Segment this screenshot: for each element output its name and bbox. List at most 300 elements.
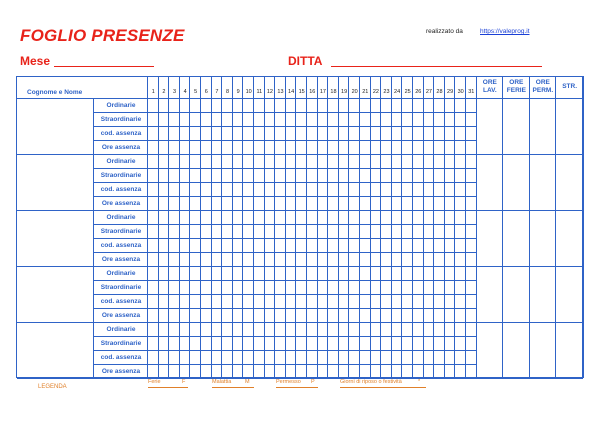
day-cell[interactable]: [328, 351, 339, 365]
day-cell[interactable]: [286, 99, 297, 113]
day-cell[interactable]: [148, 155, 159, 169]
day-cell[interactable]: [180, 365, 191, 379]
day-cell[interactable]: [328, 323, 339, 337]
day-cell[interactable]: [434, 267, 445, 281]
day-cell[interactable]: [413, 239, 424, 253]
day-cell[interactable]: [349, 309, 360, 323]
day-cell[interactable]: [190, 225, 201, 239]
day-cell[interactable]: [424, 225, 435, 239]
day-cell[interactable]: [339, 127, 350, 141]
day-cell[interactable]: [466, 155, 477, 169]
day-cell[interactable]: [296, 239, 307, 253]
day-cell[interactable]: [466, 127, 477, 141]
day-cell[interactable]: [286, 337, 297, 351]
day-cell[interactable]: [434, 323, 445, 337]
totals-cell[interactable]: [503, 155, 530, 211]
day-cell[interactable]: [212, 99, 223, 113]
day-cell[interactable]: [148, 225, 159, 239]
day-cell[interactable]: [159, 295, 170, 309]
day-cell[interactable]: [212, 197, 223, 211]
day-cell[interactable]: [455, 295, 466, 309]
day-cell[interactable]: [318, 99, 329, 113]
day-cell[interactable]: [233, 309, 244, 323]
day-cell[interactable]: [445, 183, 456, 197]
day-cell[interactable]: [296, 351, 307, 365]
day-cell[interactable]: [265, 127, 276, 141]
day-cell[interactable]: [371, 323, 382, 337]
day-cell[interactable]: [360, 113, 371, 127]
day-cell[interactable]: [180, 169, 191, 183]
day-cell[interactable]: [233, 253, 244, 267]
day-cell[interactable]: [159, 281, 170, 295]
mese-field[interactable]: [54, 66, 154, 67]
day-cell[interactable]: [339, 281, 350, 295]
day-cell[interactable]: [201, 183, 212, 197]
day-cell[interactable]: [381, 239, 392, 253]
day-cell[interactable]: [254, 323, 265, 337]
day-cell[interactable]: [307, 267, 318, 281]
day-cell[interactable]: [222, 127, 233, 141]
day-cell[interactable]: [371, 309, 382, 323]
day-cell[interactable]: [413, 127, 424, 141]
day-cell[interactable]: [243, 337, 254, 351]
day-cell[interactable]: [169, 239, 180, 253]
day-cell[interactable]: [180, 351, 191, 365]
day-cell[interactable]: [201, 281, 212, 295]
day-cell[interactable]: [265, 99, 276, 113]
day-cell[interactable]: [360, 169, 371, 183]
day-cell[interactable]: [392, 169, 403, 183]
day-cell[interactable]: [243, 253, 254, 267]
day-cell[interactable]: [455, 267, 466, 281]
day-cell[interactable]: [296, 169, 307, 183]
day-cell[interactable]: [148, 183, 159, 197]
day-cell[interactable]: [212, 225, 223, 239]
day-cell[interactable]: [349, 351, 360, 365]
day-cell[interactable]: [286, 211, 297, 225]
employee-name-cell[interactable]: [17, 99, 94, 155]
day-cell[interactable]: [169, 253, 180, 267]
day-cell[interactable]: [201, 127, 212, 141]
day-cell[interactable]: [466, 211, 477, 225]
day-cell[interactable]: [159, 351, 170, 365]
day-cell[interactable]: [434, 169, 445, 183]
day-cell[interactable]: [328, 295, 339, 309]
day-cell[interactable]: [180, 267, 191, 281]
day-cell[interactable]: [349, 113, 360, 127]
day-cell[interactable]: [349, 99, 360, 113]
day-cell[interactable]: [180, 183, 191, 197]
day-cell[interactable]: [402, 295, 413, 309]
day-cell[interactable]: [243, 323, 254, 337]
day-cell[interactable]: [360, 99, 371, 113]
day-cell[interactable]: [243, 351, 254, 365]
day-cell[interactable]: [222, 281, 233, 295]
totals-cell[interactable]: [503, 323, 530, 379]
day-cell[interactable]: [466, 169, 477, 183]
day-cell[interactable]: [445, 197, 456, 211]
day-cell[interactable]: [392, 141, 403, 155]
day-cell[interactable]: [381, 253, 392, 267]
day-cell[interactable]: [233, 169, 244, 183]
day-cell[interactable]: [286, 113, 297, 127]
day-cell[interactable]: [360, 323, 371, 337]
day-cell[interactable]: [318, 155, 329, 169]
day-cell[interactable]: [413, 295, 424, 309]
day-cell[interactable]: [402, 337, 413, 351]
day-cell[interactable]: [275, 309, 286, 323]
day-cell[interactable]: [180, 309, 191, 323]
day-cell[interactable]: [424, 323, 435, 337]
day-cell[interactable]: [402, 155, 413, 169]
day-cell[interactable]: [339, 225, 350, 239]
day-cell[interactable]: [180, 113, 191, 127]
totals-cell[interactable]: [556, 267, 583, 323]
day-cell[interactable]: [275, 281, 286, 295]
day-cell[interactable]: [413, 113, 424, 127]
day-cell[interactable]: [275, 155, 286, 169]
day-cell[interactable]: [296, 141, 307, 155]
day-cell[interactable]: [180, 253, 191, 267]
day-cell[interactable]: [275, 141, 286, 155]
day-cell[interactable]: [212, 211, 223, 225]
day-cell[interactable]: [339, 267, 350, 281]
day-cell[interactable]: [307, 197, 318, 211]
day-cell[interactable]: [148, 127, 159, 141]
day-cell[interactable]: [402, 183, 413, 197]
day-cell[interactable]: [148, 141, 159, 155]
day-cell[interactable]: [222, 141, 233, 155]
day-cell[interactable]: [190, 127, 201, 141]
day-cell[interactable]: [159, 365, 170, 379]
day-cell[interactable]: [254, 337, 265, 351]
day-cell[interactable]: [371, 169, 382, 183]
day-cell[interactable]: [159, 253, 170, 267]
day-cell[interactable]: [233, 197, 244, 211]
day-cell[interactable]: [265, 141, 276, 155]
day-cell[interactable]: [296, 337, 307, 351]
day-cell[interactable]: [434, 197, 445, 211]
day-cell[interactable]: [402, 281, 413, 295]
day-cell[interactable]: [455, 155, 466, 169]
day-cell[interactable]: [190, 365, 201, 379]
day-cell[interactable]: [371, 127, 382, 141]
day-cell[interactable]: [413, 141, 424, 155]
day-cell[interactable]: [381, 295, 392, 309]
day-cell[interactable]: [254, 239, 265, 253]
day-cell[interactable]: [159, 239, 170, 253]
day-cell[interactable]: [201, 239, 212, 253]
day-cell[interactable]: [424, 267, 435, 281]
day-cell[interactable]: [371, 141, 382, 155]
day-cell[interactable]: [233, 113, 244, 127]
day-cell[interactable]: [381, 197, 392, 211]
day-cell[interactable]: [413, 309, 424, 323]
day-cell[interactable]: [360, 183, 371, 197]
day-cell[interactable]: [222, 99, 233, 113]
day-cell[interactable]: [190, 99, 201, 113]
day-cell[interactable]: [318, 141, 329, 155]
day-cell[interactable]: [402, 365, 413, 379]
day-cell[interactable]: [328, 183, 339, 197]
day-cell[interactable]: [265, 281, 276, 295]
day-cell[interactable]: [392, 365, 403, 379]
day-cell[interactable]: [212, 281, 223, 295]
day-cell[interactable]: [349, 365, 360, 379]
day-cell[interactable]: [307, 337, 318, 351]
day-cell[interactable]: [254, 141, 265, 155]
day-cell[interactable]: [402, 267, 413, 281]
day-cell[interactable]: [445, 127, 456, 141]
day-cell[interactable]: [381, 267, 392, 281]
day-cell[interactable]: [201, 197, 212, 211]
day-cell[interactable]: [328, 99, 339, 113]
day-cell[interactable]: [371, 337, 382, 351]
day-cell[interactable]: [392, 113, 403, 127]
day-cell[interactable]: [296, 225, 307, 239]
day-cell[interactable]: [434, 155, 445, 169]
day-cell[interactable]: [413, 267, 424, 281]
day-cell[interactable]: [307, 281, 318, 295]
day-cell[interactable]: [169, 169, 180, 183]
day-cell[interactable]: [455, 169, 466, 183]
day-cell[interactable]: [254, 295, 265, 309]
day-cell[interactable]: [424, 337, 435, 351]
day-cell[interactable]: [360, 211, 371, 225]
day-cell[interactable]: [371, 239, 382, 253]
day-cell[interactable]: [455, 239, 466, 253]
day-cell[interactable]: [381, 113, 392, 127]
day-cell[interactable]: [413, 351, 424, 365]
day-cell[interactable]: [413, 365, 424, 379]
day-cell[interactable]: [371, 197, 382, 211]
day-cell[interactable]: [169, 155, 180, 169]
day-cell[interactable]: [445, 141, 456, 155]
day-cell[interactable]: [307, 113, 318, 127]
day-cell[interactable]: [169, 365, 180, 379]
day-cell[interactable]: [455, 127, 466, 141]
day-cell[interactable]: [296, 155, 307, 169]
day-cell[interactable]: [222, 337, 233, 351]
day-cell[interactable]: [286, 351, 297, 365]
day-cell[interactable]: [349, 155, 360, 169]
day-cell[interactable]: [466, 323, 477, 337]
day-cell[interactable]: [360, 127, 371, 141]
day-cell[interactable]: [296, 211, 307, 225]
day-cell[interactable]: [286, 253, 297, 267]
day-cell[interactable]: [265, 113, 276, 127]
day-cell[interactable]: [455, 211, 466, 225]
day-cell[interactable]: [243, 183, 254, 197]
day-cell[interactable]: [212, 267, 223, 281]
day-cell[interactable]: [233, 141, 244, 155]
day-cell[interactable]: [201, 365, 212, 379]
day-cell[interactable]: [434, 211, 445, 225]
day-cell[interactable]: [392, 127, 403, 141]
day-cell[interactable]: [222, 225, 233, 239]
day-cell[interactable]: [222, 253, 233, 267]
day-cell[interactable]: [424, 351, 435, 365]
day-cell[interactable]: [275, 337, 286, 351]
day-cell[interactable]: [286, 225, 297, 239]
day-cell[interactable]: [275, 211, 286, 225]
day-cell[interactable]: [212, 337, 223, 351]
day-cell[interactable]: [296, 267, 307, 281]
day-cell[interactable]: [212, 253, 223, 267]
day-cell[interactable]: [349, 225, 360, 239]
day-cell[interactable]: [339, 197, 350, 211]
day-cell[interactable]: [222, 197, 233, 211]
day-cell[interactable]: [275, 239, 286, 253]
day-cell[interactable]: [318, 267, 329, 281]
day-cell[interactable]: [180, 295, 191, 309]
day-cell[interactable]: [307, 155, 318, 169]
day-cell[interactable]: [243, 239, 254, 253]
day-cell[interactable]: [307, 225, 318, 239]
day-cell[interactable]: [159, 267, 170, 281]
day-cell[interactable]: [424, 365, 435, 379]
day-cell[interactable]: [159, 141, 170, 155]
day-cell[interactable]: [349, 183, 360, 197]
day-cell[interactable]: [434, 253, 445, 267]
totals-cell[interactable]: [556, 323, 583, 379]
day-cell[interactable]: [190, 141, 201, 155]
day-cell[interactable]: [318, 337, 329, 351]
day-cell[interactable]: [328, 169, 339, 183]
day-cell[interactable]: [413, 211, 424, 225]
day-cell[interactable]: [466, 225, 477, 239]
day-cell[interactable]: [445, 225, 456, 239]
day-cell[interactable]: [275, 365, 286, 379]
day-cell[interactable]: [392, 351, 403, 365]
day-cell[interactable]: [434, 141, 445, 155]
day-cell[interactable]: [349, 211, 360, 225]
day-cell[interactable]: [339, 351, 350, 365]
day-cell[interactable]: [212, 365, 223, 379]
day-cell[interactable]: [328, 337, 339, 351]
day-cell[interactable]: [307, 239, 318, 253]
day-cell[interactable]: [169, 197, 180, 211]
day-cell[interactable]: [424, 309, 435, 323]
day-cell[interactable]: [434, 351, 445, 365]
day-cell[interactable]: [445, 169, 456, 183]
day-cell[interactable]: [445, 211, 456, 225]
day-cell[interactable]: [159, 337, 170, 351]
day-cell[interactable]: [243, 309, 254, 323]
day-cell[interactable]: [148, 365, 159, 379]
totals-cell[interactable]: [530, 323, 557, 379]
day-cell[interactable]: [349, 337, 360, 351]
day-cell[interactable]: [381, 211, 392, 225]
day-cell[interactable]: [190, 169, 201, 183]
day-cell[interactable]: [254, 155, 265, 169]
day-cell[interactable]: [360, 197, 371, 211]
day-cell[interactable]: [445, 309, 456, 323]
day-cell[interactable]: [371, 225, 382, 239]
day-cell[interactable]: [180, 155, 191, 169]
totals-cell[interactable]: [477, 267, 504, 323]
day-cell[interactable]: [328, 141, 339, 155]
day-cell[interactable]: [243, 169, 254, 183]
day-cell[interactable]: [159, 309, 170, 323]
day-cell[interactable]: [424, 253, 435, 267]
day-cell[interactable]: [339, 365, 350, 379]
day-cell[interactable]: [159, 323, 170, 337]
day-cell[interactable]: [159, 113, 170, 127]
day-cell[interactable]: [307, 365, 318, 379]
day-cell[interactable]: [328, 281, 339, 295]
totals-cell[interactable]: [530, 211, 557, 267]
day-cell[interactable]: [381, 323, 392, 337]
day-cell[interactable]: [265, 267, 276, 281]
day-cell[interactable]: [265, 309, 276, 323]
day-cell[interactable]: [455, 225, 466, 239]
day-cell[interactable]: [381, 99, 392, 113]
day-cell[interactable]: [318, 169, 329, 183]
totals-cell[interactable]: [556, 99, 583, 155]
day-cell[interactable]: [402, 309, 413, 323]
day-cell[interactable]: [424, 99, 435, 113]
day-cell[interactable]: [254, 267, 265, 281]
day-cell[interactable]: [360, 295, 371, 309]
day-cell[interactable]: [286, 365, 297, 379]
day-cell[interactable]: [180, 239, 191, 253]
day-cell[interactable]: [180, 281, 191, 295]
day-cell[interactable]: [318, 211, 329, 225]
day-cell[interactable]: [222, 323, 233, 337]
day-cell[interactable]: [286, 183, 297, 197]
day-cell[interactable]: [254, 309, 265, 323]
day-cell[interactable]: [265, 239, 276, 253]
day-cell[interactable]: [148, 169, 159, 183]
day-cell[interactable]: [434, 225, 445, 239]
day-cell[interactable]: [296, 113, 307, 127]
day-cell[interactable]: [466, 113, 477, 127]
day-cell[interactable]: [222, 113, 233, 127]
day-cell[interactable]: [424, 155, 435, 169]
day-cell[interactable]: [201, 323, 212, 337]
day-cell[interactable]: [349, 323, 360, 337]
day-cell[interactable]: [392, 253, 403, 267]
day-cell[interactable]: [381, 169, 392, 183]
day-cell[interactable]: [159, 225, 170, 239]
day-cell[interactable]: [360, 239, 371, 253]
day-cell[interactable]: [445, 281, 456, 295]
day-cell[interactable]: [371, 183, 382, 197]
day-cell[interactable]: [296, 253, 307, 267]
day-cell[interactable]: [148, 113, 159, 127]
day-cell[interactable]: [466, 141, 477, 155]
day-cell[interactable]: [307, 253, 318, 267]
day-cell[interactable]: [424, 211, 435, 225]
day-cell[interactable]: [286, 309, 297, 323]
day-cell[interactable]: [434, 281, 445, 295]
day-cell[interactable]: [381, 309, 392, 323]
day-cell[interactable]: [360, 351, 371, 365]
day-cell[interactable]: [328, 113, 339, 127]
day-cell[interactable]: [180, 337, 191, 351]
day-cell[interactable]: [169, 127, 180, 141]
day-cell[interactable]: [222, 267, 233, 281]
day-cell[interactable]: [307, 99, 318, 113]
day-cell[interactable]: [455, 197, 466, 211]
day-cell[interactable]: [392, 323, 403, 337]
day-cell[interactable]: [222, 155, 233, 169]
day-cell[interactable]: [402, 169, 413, 183]
employee-name-cell[interactable]: [17, 323, 94, 379]
day-cell[interactable]: [233, 127, 244, 141]
day-cell[interactable]: [296, 295, 307, 309]
